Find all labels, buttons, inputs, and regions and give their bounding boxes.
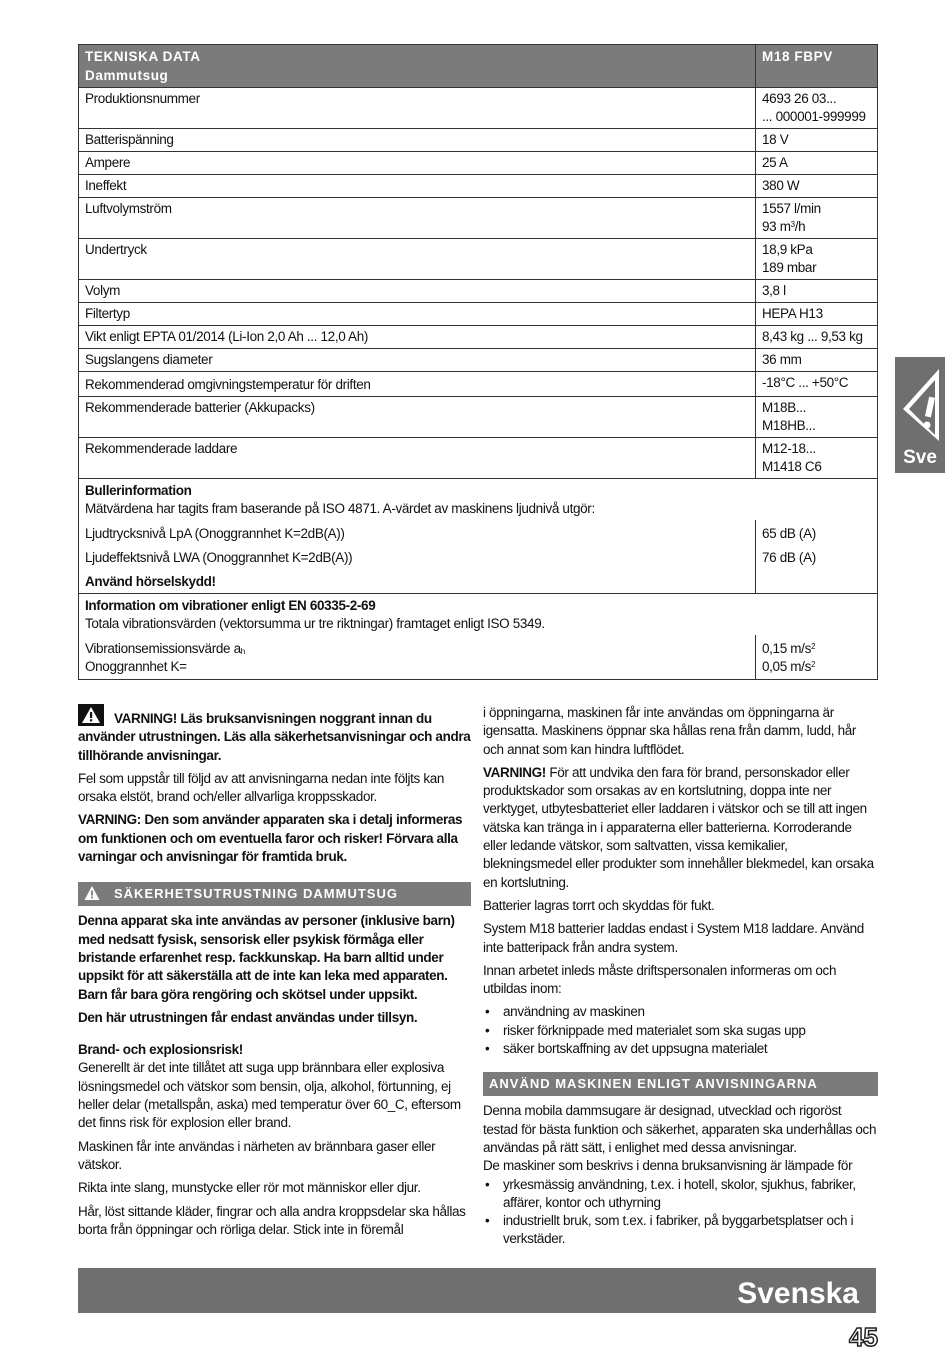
table-row: Produktionsnummer 4693 26 03... ... 000001-999999 bbox=[79, 88, 878, 129]
table-row: Ljudtrycksnivå LpA (Onoggrannhet K=2dB(A)) 65 dB (A) bbox=[79, 520, 878, 545]
paragraph: Hår, löst sittande kläder, fingrar och alla andra kroppsdelar ska hållas borta från öppningar och rörliga delar. Stick inte in föremål bbox=[78, 1203, 466, 1237]
footer-language-bar bbox=[78, 1268, 876, 1313]
table-row: Ljudeffektsnivå LWA (Onoggrannhet K=2dB(A)) 76 dB (A) bbox=[79, 545, 878, 569]
bullet-list bbox=[483, 1176, 878, 1249]
table-row: Volym 3,8 l bbox=[79, 280, 878, 303]
section-heading: SÄKERHETSUTRUSTNING DAMMUTSUG bbox=[78, 882, 471, 906]
table-row: Luftvolymström 1557 l/min 93 $m^3/h$ bbox=[79, 198, 878, 239]
warning-icon bbox=[899, 365, 941, 441]
table-header-model: M18 FBPV bbox=[756, 45, 878, 88]
table-header-title: TEKNISKA DATA Dammutsug bbox=[79, 45, 756, 88]
warning-paragraph: VARNING! För att undvika den fara för brand, personskador eller produktskador som orsakas av en kortslutning, doppa inte ner verktyget, utbytesbatteriet eller laddaren i vätskor och se till att ingen vätska kan tränga in i apparaterna eller batterierna. Korroderande eller ledande vätskor, som saltvatten, vissa kemikalier, blekningsmedel eller produkter som innehåller blekmedel, kan orsaka en kortslutning. bbox=[483, 764, 874, 890]
paragraph: Batterier lagras torrt och skyddas för fukt. bbox=[483, 897, 715, 913]
side-tab-language: Sve bbox=[903, 447, 937, 468]
list-item: • användning av maskinen bbox=[483, 1003, 878, 1021]
paragraph: Den här utrustningen får endast användas under tillsyn. bbox=[78, 1009, 418, 1025]
table-row: Filtertyp HEPA H13 bbox=[79, 303, 878, 326]
table-row: Undertryck 18,9 kPa 189 mbar bbox=[79, 239, 878, 280]
list-item: • yrkesmässig användning, t.ex. i hotell, skolor, sjukhus, fabriker, affärer, kontor och uthyrning bbox=[483, 1176, 878, 1213]
list-item: • industriellt bruk, som t.ex. i fabriker, på byggarbetsplatser och i verkstäder. bbox=[483, 1212, 878, 1249]
right-column bbox=[483, 704, 878, 1254]
paragraph: Maskinen får inte användas i närheten av brännbara gaser eller vätskor. bbox=[78, 1138, 436, 1172]
vibration-section-header: Information om vibrationer enligt EN 60335-2-69 Totala vibrationsvärden (vektorsumma ur tre riktningar) framtaget enligt ISO 5349. bbox=[79, 594, 878, 636]
warning-icon bbox=[78, 704, 104, 726]
technical-data-table bbox=[78, 44, 878, 680]
paragraph: Denna mobila dammsugare är designad, utvecklad och rigoröst testad för bästa funktion och säkerhet, apparaten ska underhållas och användas på rätt sätt, i enlighet med dessa anvisningar. De maskiner som beskrivs i denna bruksanvisning är lämpade för bbox=[483, 1103, 877, 1174]
warning-paragraph: VARNING: Den som använder apparaten ska i detalj informeras om funktionen och om eventuella faror och risker! Förvara alla varningar och anvisningar för framtida bruk. bbox=[78, 812, 463, 865]
paragraph: System M18 batterier laddas endast i System M18 laddare. Använd inte batteripack från andra system. bbox=[483, 921, 864, 955]
paragraph: Rikta inte slang, munstycke eller rör mot människor eller djur. bbox=[78, 1180, 421, 1196]
table-row: Sugslangens diameter 36 mm bbox=[79, 349, 878, 372]
paragraph: Brand- och explosionsrisk! Generellt är det inte tillåtet att suga upp brännbara eller explosiva lösningsmedel och vätskor som bensin, olja, alkohol, förtunning, ej heller delar (metallspån, aska) med temperatur över 60_C, eftersom det finns risk för explosion eller brand. bbox=[78, 1042, 461, 1131]
paragraph: Fel som uppstår till följd av att anvisningarna nedan inte följts kan orsaka elstöt, brand och/eller allvarliga kroppsskador. bbox=[78, 770, 445, 805]
noise-section-header: Bullerinformation Mätvärdena har tagits fram baserande på ISO 4871. A-värdet av maskinens ljudnivå utgör: bbox=[79, 479, 878, 521]
footer-language: Svenska bbox=[737, 1277, 859, 1310]
table-row: Rekommenderade laddare M12-18... M1418 C6 bbox=[79, 438, 878, 479]
warning-paragraph: VARNING! Läs bruksanvisningen noggrant innan du använder utrustningen. Läs alla säkerhetsanvisningar och andra tillhörande anvisningar. bbox=[78, 704, 471, 765]
table-row: Vikt enligt EPTA 01/2014 (Li-Ion 2,0 Ah ... 12,0 Ah) 8,43 kg ... 9,53 kg bbox=[79, 326, 878, 349]
section-heading: ANVÄND MASKINEN ENLIGT ANVISNINGARNA bbox=[483, 1072, 878, 1096]
table-row: Rekommenderade batterier (Akkupacks) M18B... M18HB... bbox=[79, 397, 878, 438]
table-row: Vibrationsemissionsvärde $a_h$ Onoggrannhet K= 0,15 $m/s^2$ 0,05 $m/s^2$ bbox=[79, 635, 878, 680]
table-row: Använd hörselskydd! bbox=[79, 569, 878, 594]
list-item: • risker förknippade med materialet som ska sugas upp bbox=[483, 1022, 878, 1040]
page-number: 45 bbox=[849, 1322, 878, 1352]
list-item: • säker bortskaffning av det uppsugna materialet bbox=[483, 1040, 878, 1058]
language-side-tab bbox=[895, 357, 945, 473]
left-column bbox=[78, 704, 471, 1244]
paragraph: i öppningarna, maskinen får inte användas om öppningarna är igensatta. Maskinens öppnar ska hållas rena från damm, ludd, hår och annat som kan hindra luftflödet. bbox=[483, 705, 857, 757]
table-row: Rekommenderad omgivningstemperatur för driften -18°C ... +50°C bbox=[79, 372, 878, 397]
table-row: Ineffekt 380 W bbox=[79, 175, 878, 198]
warning-icon bbox=[84, 885, 100, 901]
table-row: Ampere 25 A bbox=[79, 152, 878, 175]
paragraph: Denna apparat ska inte användas av personer (inklusive barn) med nedsatt fysisk, sensorisk eller psykisk förmåga eller bristande erfarenhet resp. fackkunskap. Ha barn alltid under uppsikt för att säkerställa att de inte kan leka med apparaten. Barn får bara göra rengöring och skötsel under uppsikt. bbox=[78, 913, 455, 1002]
bullet-list bbox=[483, 1003, 878, 1058]
paragraph: Innan arbetet inleds måste driftspersonalen informeras om och utbildas inom: bbox=[483, 962, 837, 997]
table-row: Batterispänning 18 V bbox=[79, 129, 878, 152]
